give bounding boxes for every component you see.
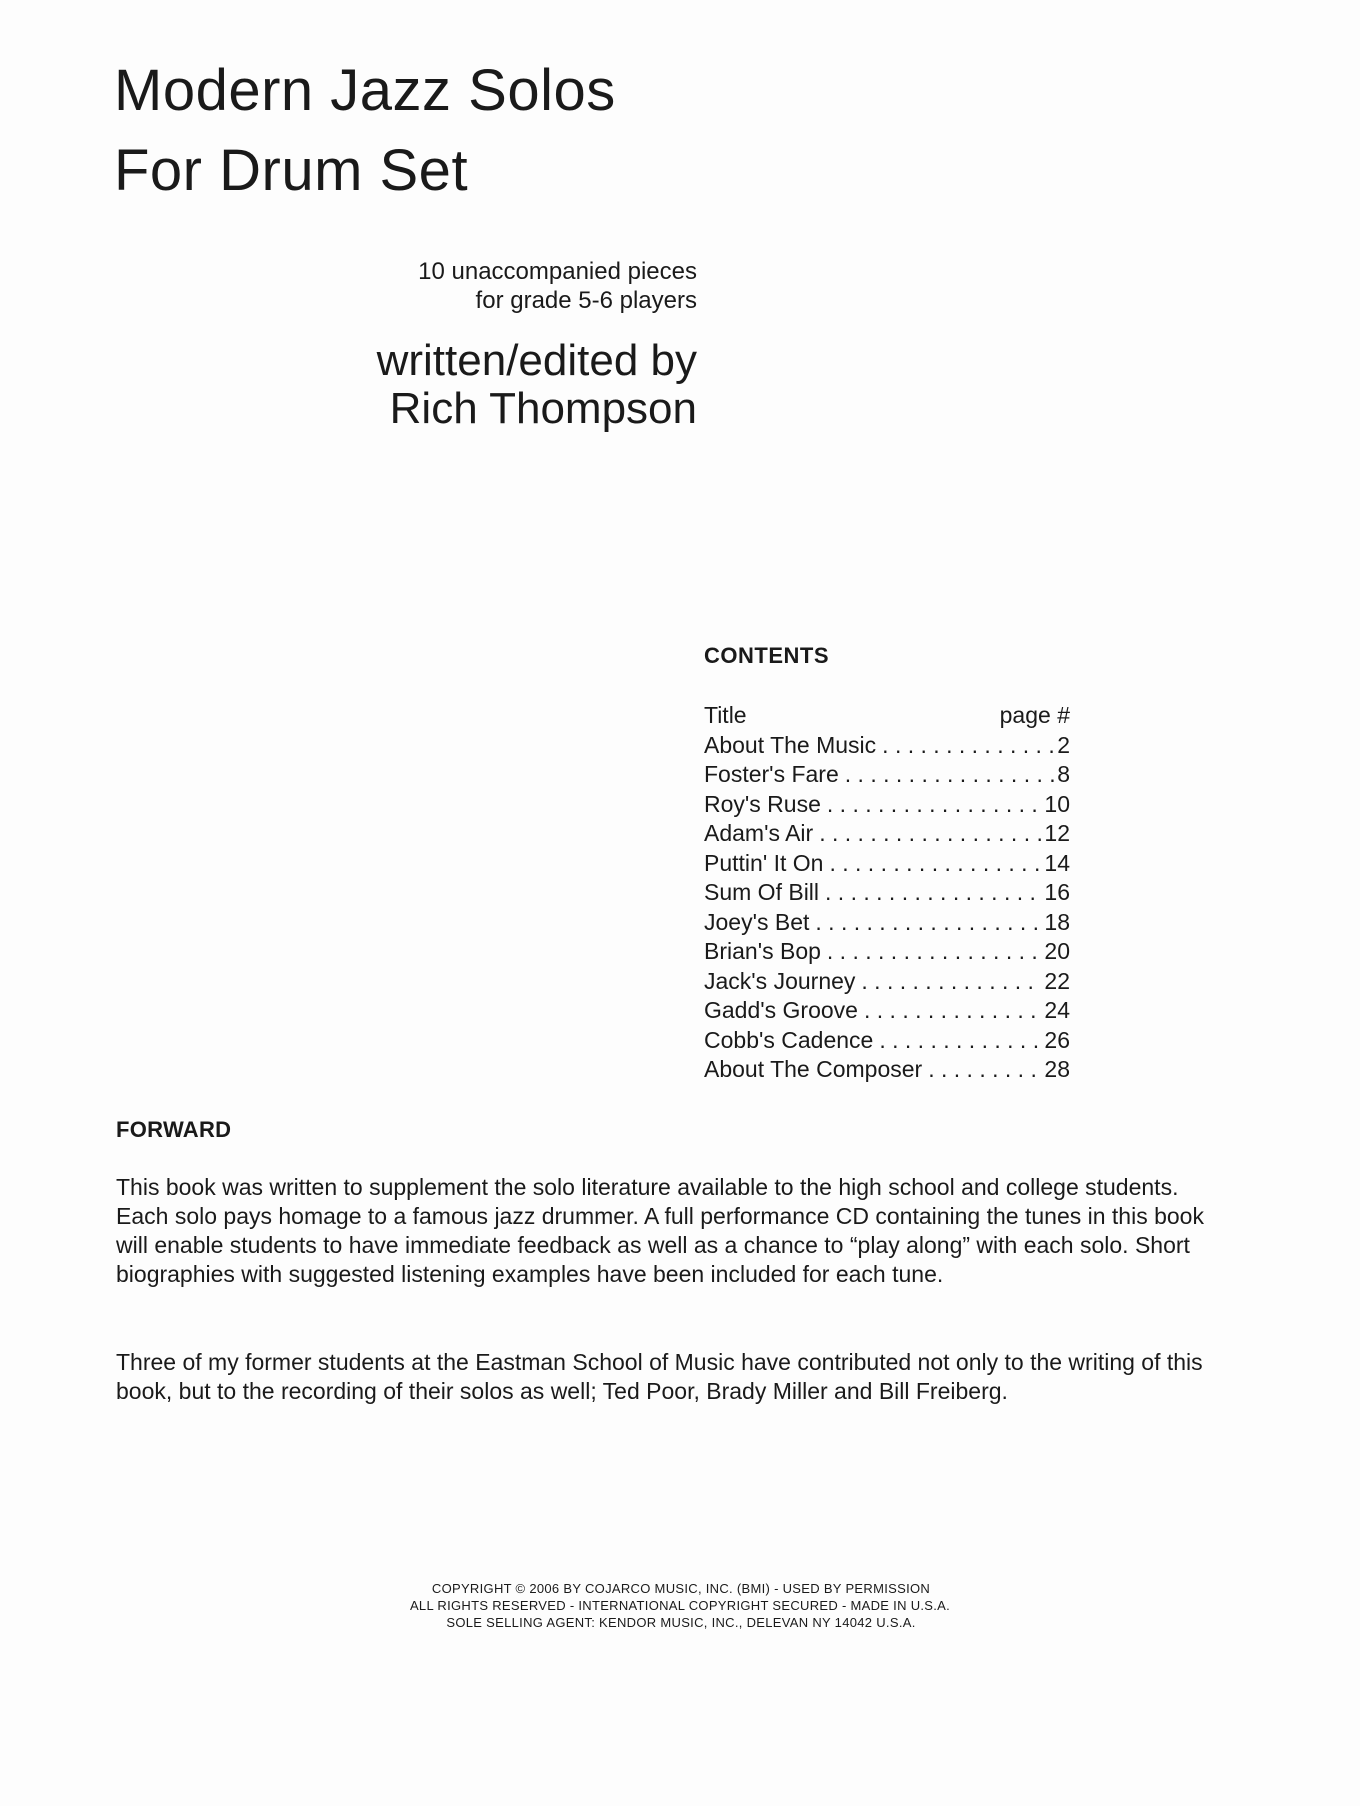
toc-column-page: page # xyxy=(999,702,1070,728)
toc-entry-title: About The Music xyxy=(704,731,877,758)
table-of-contents xyxy=(704,701,1070,1085)
toc-dot-leader xyxy=(829,849,1042,879)
toc-entry xyxy=(704,1055,1070,1085)
toc-header-row xyxy=(704,701,1070,731)
toc-entry-title: Foster's Fare xyxy=(704,761,839,787)
toc-dot-leader xyxy=(815,908,1042,938)
toc-entry-title: Brian's Bop xyxy=(704,938,821,964)
toc-dot-leader xyxy=(827,937,1043,967)
toc-entry xyxy=(704,760,1070,790)
byline-credit: written/edited by xyxy=(376,336,697,385)
copyright-line-2: ALL RIGHTS RESERVED - INTERNATIONAL COPYRIGHT SECURED - MADE IN U.S.A. xyxy=(409,1598,951,1613)
toc-entry xyxy=(704,790,1070,820)
toc-entry xyxy=(704,908,1070,938)
toc-entry-page: 22 xyxy=(1044,967,1070,994)
toc-dot-leader xyxy=(825,878,1042,908)
toc-entry-page: 2 xyxy=(1057,731,1070,758)
toc-entry-page: 12 xyxy=(1044,820,1070,846)
toc-entry-page: 26 xyxy=(1044,1026,1070,1053)
toc-entry xyxy=(704,731,1070,761)
forward-paragraph-2: Three of my former students at the Eastman School of Music have contributed not only to the writing of this book, but to the recording of their solos as well; Ted Poor, Brady Miller and Bill Freiberg. xyxy=(116,1349,1203,1404)
toc-entry-page: 20 xyxy=(1044,938,1070,964)
toc-dot-leader xyxy=(845,760,1055,790)
toc-entry xyxy=(704,849,1070,879)
toc-entry-page: 18 xyxy=(1044,908,1070,935)
toc-entry-page: 8 xyxy=(1057,761,1070,787)
byline-author: Rich Thompson xyxy=(389,384,697,433)
copyright-line-3: SOLE SELLING AGENT: KENDOR MUSIC, INC., DELEVAN NY 14042 U.S.A. xyxy=(446,1615,916,1630)
toc-entry-page: 24 xyxy=(1044,997,1070,1023)
book-title-line-2: For Drum Set xyxy=(114,138,469,203)
toc-entry-page: 10 xyxy=(1044,790,1070,817)
toc-entry-title: Puttin' It On xyxy=(704,849,824,876)
toc-entry-title: Cobb's Cadence xyxy=(704,1026,874,1053)
subtitle-line-1: 10 unaccompanied pieces xyxy=(418,258,697,285)
toc-dot-leader xyxy=(827,790,1043,820)
toc-entry-title: Jack's Journey xyxy=(704,967,856,994)
toc-entry-page: 28 xyxy=(1044,1056,1070,1082)
toc-entry-title: About The Composer xyxy=(704,1056,923,1082)
toc-entry xyxy=(704,878,1070,908)
forward-heading: FORWARD xyxy=(116,1117,232,1142)
toc-dot-leader xyxy=(879,1026,1042,1056)
copyright-notice xyxy=(0,1580,1360,1631)
toc-entry xyxy=(704,996,1070,1026)
toc-dot-leader xyxy=(861,967,1042,997)
toc-dot-leader xyxy=(864,996,1042,1026)
forward-paragraph-1: This book was written to supplement the solo literature available to the high school and college students. Each solo pays homage to a famous jazz drummer. A full performance CD containing the tunes in this book will enable students to have immediate feedback as well as a chance to “play along” with each solo. Short biographies with suggested listening examples have been included for each tune. xyxy=(116,1174,1204,1287)
toc-entry-title: Adam's Air xyxy=(704,820,814,846)
toc-entry-title: Gadd's Groove xyxy=(704,997,858,1023)
toc-entry-title: Joey's Bet xyxy=(704,908,810,935)
toc-entry xyxy=(704,937,1070,967)
copyright-line-1: COPYRIGHT © 2006 BY COJARCO MUSIC, INC. (BMI) - USED BY PERMISSION xyxy=(431,1581,931,1596)
toc-entry xyxy=(704,819,1070,849)
toc-entry xyxy=(704,967,1070,997)
toc-entry-title: Sum Of Bill xyxy=(704,879,820,905)
toc-entry-page: 16 xyxy=(1044,879,1070,905)
toc-entry-page: 14 xyxy=(1044,849,1070,876)
contents-heading: CONTENTS xyxy=(704,643,829,668)
toc-dot-leader xyxy=(819,819,1042,849)
toc-entry-title: Roy's Ruse xyxy=(704,790,821,817)
toc-column-title: Title xyxy=(704,702,747,728)
toc-dot-leader xyxy=(882,731,1055,761)
book-title-line-1: Modern Jazz Solos xyxy=(114,58,616,123)
subtitle-line-2: for grade 5-6 players xyxy=(475,287,697,314)
toc-dot-leader xyxy=(928,1055,1042,1085)
toc-entry xyxy=(704,1026,1070,1056)
